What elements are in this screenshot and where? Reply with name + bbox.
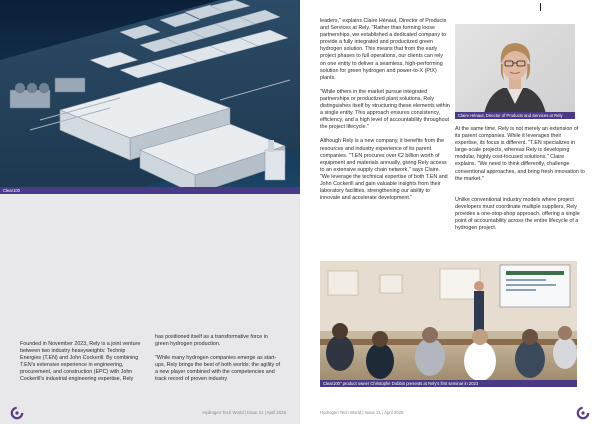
plant-render-image — [0, 0, 300, 194]
right-col-1-paragraph-2: "While others in the market pursue integrated partnerships or productized plant solutions, Rely distinguishes itself by structuring these elements within a single entity. This approach ensures consistency, efficiency, and a high level of accountability throughout the project lifecycle." — [320, 88, 450, 131]
render-caption: Clear100 — [0, 187, 300, 194]
portrait-caption: Claire Hénaut, Director of Products and Services at Rely — [455, 112, 575, 119]
seminar-caption: Clear100" product owner Christophe Dobbin presents at Rely's first seminar in 2023 — [320, 380, 577, 387]
left-col-1-paragraph: Founded in November 2023, Rely is a joint venture between two industry heavyweights: Technip Energies (T.EN) and John Cockerill. By combining T.EN's extensive experience in engineering, procurement, and construction (EPC) with John Cockerill's industrial engineering expertise, Rely — [20, 341, 141, 383]
right-col-2-paragraph-1: At the same time, Rely is not merely an extension of its parent companies. While it leverages their expertise, its focus is different. "T.EN specializes in large-scale projects, whereas Rely is developing modular, highly cost-focused solutions," Claire explains. "We need to think differently, challenge conventional approaches, and bring fresh innovation to the market." — [455, 126, 585, 182]
left-col-2-paragraph-2: "While many hydrogen companies emerge as start-ups, Rely brings the best of both worlds: the agility of a new player combined with the competencies and track record of proven industry — [155, 355, 281, 383]
rely-logo-icon — [576, 406, 590, 420]
right-col-2-paragraph-2: Unlike conventional industry models where project developers must coordinate multiple suppliers, Rely provides a one-stop-shop approach, offering a single point of accountability across the entire lifecycle of a hydrogen project. — [455, 196, 580, 232]
rely-logo-icon — [10, 406, 24, 420]
right-col-1 — [320, 18, 450, 209]
right-footer: Hydrogen Tech World | Issue 21 | April 2025 — [320, 410, 404, 415]
left-col-1 — [20, 341, 145, 391]
right-col-2 — [455, 126, 585, 239]
seminar-photo — [320, 261, 577, 387]
left-col-2 — [155, 334, 283, 391]
portrait-photo — [455, 24, 575, 119]
right-col-1-paragraph-3: Although Rely is a new company, it benefits from the resources and industry experience of its parent companies. "T.EN procures over €2 billion worth of equipment and materials annually, giving Rely access to an extensive supply chain network," says Claire. "We leverage the technical expertise of both T.EN and John Cockerill and gain valuable insights from their laboratory facilities, strengthening our ability to innovate and accelerate development." — [320, 138, 448, 202]
plant-render-illustration — [0, 0, 300, 194]
left-footer: Hydrogen Tech World | Issue 21 | April 2025 — [202, 410, 286, 415]
left-col-2-paragraph-1: has positioned itself as a transformative force in green hydrogen production. — [155, 334, 268, 348]
right-col-1-paragraph-1: leaders," explains Claire Hénaut, Director of Products and Services at Rely. "Rather than forming loose partnerships, we established a dedicated company to provide a fully integrated and productized green hydrogen solution. This means that from the early project phases to full operations, our clients can rely on one entity to deliver a seamless, high-performing solution for green hydrogen and power-to-X (PtX) plants. — [320, 18, 447, 81]
text-cursor-icon — [540, 3, 543, 11]
right-page — [300, 0, 600, 424]
